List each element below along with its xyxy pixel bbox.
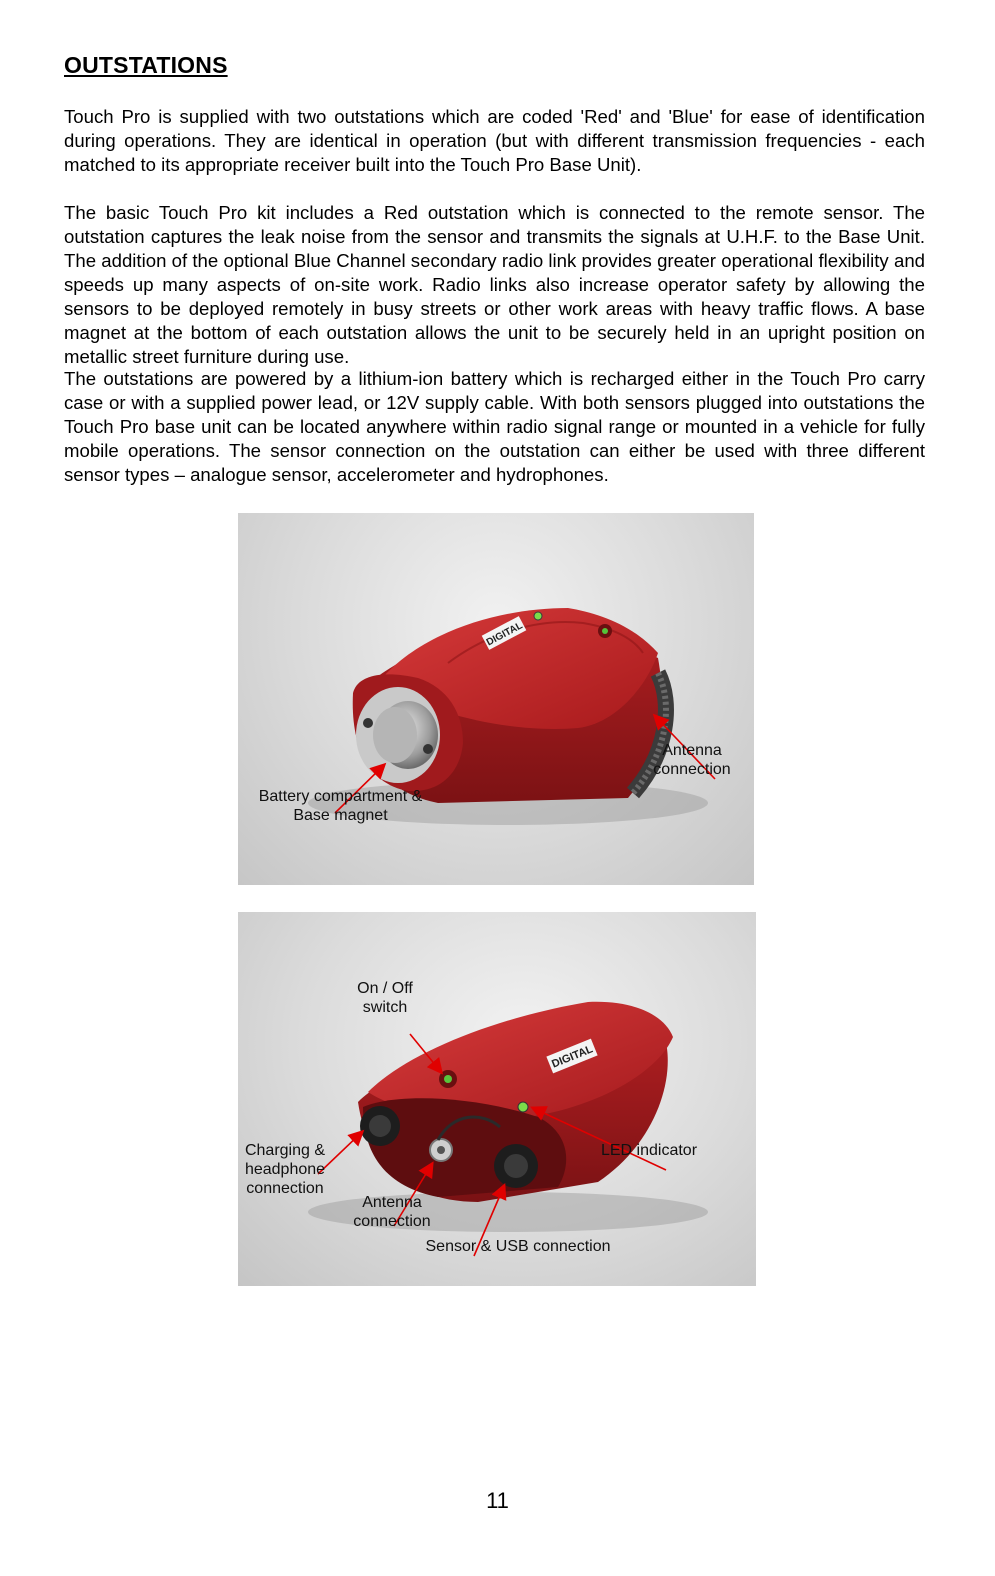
device-brand-label: DIGITAL — [550, 1043, 595, 1071]
antenna-callout: Antenna connection — [653, 742, 731, 778]
battery-callout: Battery compartment & Base magnet — [258, 788, 423, 824]
page-title: OUTSTATIONS — [64, 52, 228, 78]
page-number: 11 — [486, 1488, 509, 1513]
outstation-rear-illustration — [238, 513, 754, 885]
kit-paragraph: The basic Touch Pro kit includes a Red outstation which is connected to the remote sensor. The outstation captures the leak noise from the sensor and transmits the signals at U.H.F. to the Base Unit. The addition of the optional Blue Channel secondary radio link provides greater operational flexibility and speeds up many aspects of on-site work. Radio links also increase operator safety by allowing the sensors to be deployed remotely in busy streets or other work areas with heavy traffic flows. A base magnet at the bottom of each outstation allows the unit to be securely held in an upright position on metallic street furniture during use. — [64, 202, 925, 367]
power-paragraph: The outstations are powered by a lithium-ion battery which is recharged either in the Touch Pro carry case or with a supplied power lead, or 12V supply cable. With both sensors plugged into outstations the Touch Pro base unit can be located anywhere within radio signal range or mounted in a vehicle for fully mobile operations. The sensor connection on the outstation can either be used with three different sensor types – analogue sensor, accelerometer and hydrophones. — [64, 368, 925, 485]
antenna-callout-front: Antenna connection — [353, 1194, 431, 1230]
outstation-front-illustration — [238, 912, 756, 1286]
intro-paragraph: Touch Pro is supplied with two outstations which are coded 'Red' and 'Blue' for ease of identification during operations. They are identical in operation (but with different transmission frequencies - each matched to its appropriate receiver built into the Touch Pro Base Unit). — [64, 106, 925, 175]
sensor-usb-callout: Sensor & USB connection — [425, 1238, 611, 1255]
outstation-photo-rear — [238, 513, 754, 885]
device-brand-label: DIGITAL — [484, 620, 525, 649]
outstation-photo-front — [238, 912, 756, 1286]
led-callout: LED indicator — [600, 1142, 698, 1159]
charging-callout: Charging & headphone connection — [244, 1142, 326, 1197]
onoff-callout: On / Off switch — [357, 980, 413, 1016]
